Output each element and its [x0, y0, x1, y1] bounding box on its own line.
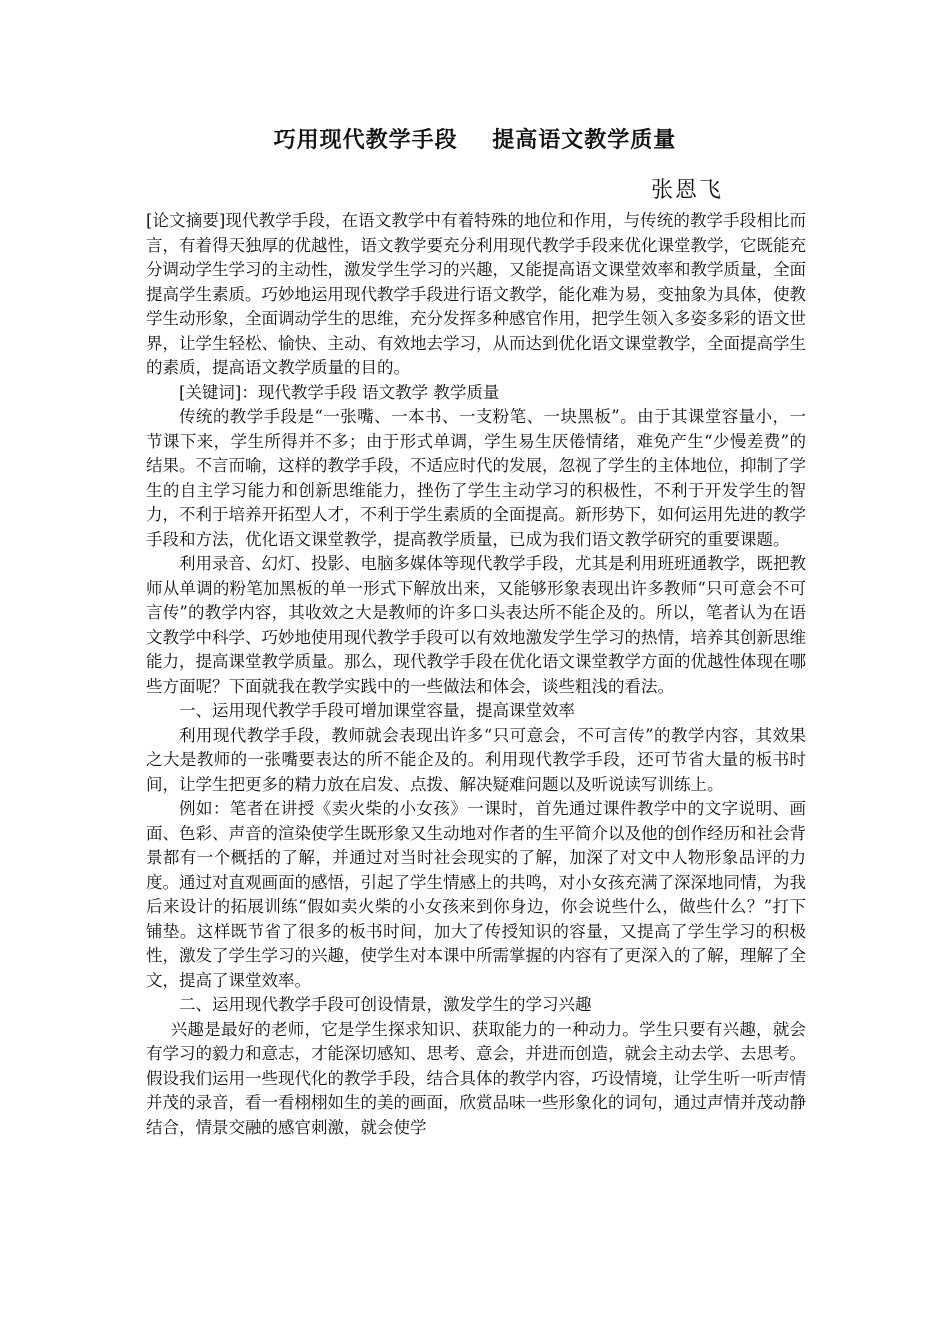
- body-paragraph: 利用现代教学手段，教师就会表现出许多“只可意会，不可言传”的教学内容，其效果之大是教师的一张嘴要表达的所不能企及的。利用现代教学手段，还可节省大量的板书时间，让学生把更多的精力放在启发、点拨、解决疑难问题以及听说读写训练上。: [146, 725, 806, 794]
- body-paragraph: 传统的教学手段是“一张嘴、一本书、一支粉笔、一块黑板”。由于其课堂容量小，一节课下来，学生所得并不多；由于形式单调，学生易生厌倦情绪，难免产生“少慢差费”的结果。不言而喻，这样的教学手段，不适应时代的发展，忽视了学生的主体地位，抑制了学生的自主学习能力和创新思维能力，挫伤了学生主动学习的积极性，不利于开发学生的智力，不利于培养开拓型人才，不利于学生素质的全面提高。新形势下，如何运用先进的教学手段和方法，优化语文课堂教学，提高教学质量，已成为我们语文教学研究的重要课题。: [146, 407, 806, 549]
- abstract-paragraph: [论文摘要]现代教学手段，在语文教学中有着特殊的地位和作用，与传统的教学手段相比而言，有着得天独厚的优越性，语文教学要充分利用现代教学手段来优化课堂教学，它既能充分调动学生学习的主动性，激发学生学习的兴趣，又能提高语文课堂效率和教学质量，全面提高学生素质。巧妙地运用现代教学手段进行语文教学，能化难为易，变抽象为具体，使教学生动形象，全面调动学生的思维，充分发挥多种感官作用，把学生领入多姿多彩的语文世界，让学生轻松、愉快、主动、有效地去学习，从而达到优化语文课堂教学，全面提高学生的素质，提高语文教学质量的目的。: [146, 211, 806, 377]
- document-title: 巧用现代教学手段 提高语文教学质量: [273, 128, 677, 153]
- body-paragraph: 利用录音、幻灯、投影、电脑多媒体等现代教学手段，尤其是利用班班通教学，既把教师从单调的粉笔加黑板的单一形式下解放出来，又能够形象表现出许多教师“只可意会不可言传”的教学内容，其收效之大是教师的许多口头表达所不能企及的。所以，笔者认为在语文教学中科学、巧妙地使用现代教学手段可以有效地激发学生学习的热情，培养其创新思维能力，提高课堂教学质量。那么，现代教学手段在优化语文课堂教学方面的优越性体现在哪些方面呢？下面就我在教学实践中的一些做法和体会，谈些粗浅的看法。: [146, 554, 806, 696]
- body-paragraph: 兴趣是最好的老师，它是学生探求知识、获取能力的一种动力。学生只要有兴趣，就会有学习的毅力和意志，才能深切感知、思考、意会，并进而创造，就会主动去学、去思考。假设我们运用一些现代化的教学手段，结合具体的教学内容，巧设情境，让学生听一听声情并茂的录音，看一看栩栩如生的美的画面，欣赏品味一些形象化的词句，通过声情并茂动静结合，情景交融的感官刺激，就会使学: [146, 1019, 806, 1137]
- keywords-paragraph: [关键词]：现代教学手段 语文教学 教学质量: [179, 382, 500, 402]
- section-heading: 一、运用现代教学手段可增加课堂容量，提高课堂效率: [179, 701, 575, 720]
- section-heading: 二、运用现代教学手段可创设情景，激发学生的学习兴趣: [179, 995, 592, 1014]
- document-body: [146, 209, 806, 1140]
- body-paragraph: 例如：笔者在讲授《卖火柴的小女孩》一课时，首先通过课件教学中的文字说明、画面、色彩、声音的渲染使学生既形象又生动地对作者的生平简介以及他的创作经历和社会背景都有一个概括的了解，并通过对当时社会现实的了解，加深了对文中人物形象品评的力度。通过对直观画面的感悟，引起了学生情感上的共鸣，对小女孩充满了深深地同情，为我后来设计的拓展训练“假如卖火柴的小女孩来到你身边，你会说些什么，做些什么？”打下铺垫。这样既节省了很多的板书时间，加大了传授知识的容量，又提高了学生学习的积极性，激发了学生学习的兴趣，使学生对本课中所需掌握的内容有了更深入的了解，理解了全文，提高了课堂效率。: [146, 799, 806, 990]
- author-name: 张恩飞: [651, 178, 724, 203]
